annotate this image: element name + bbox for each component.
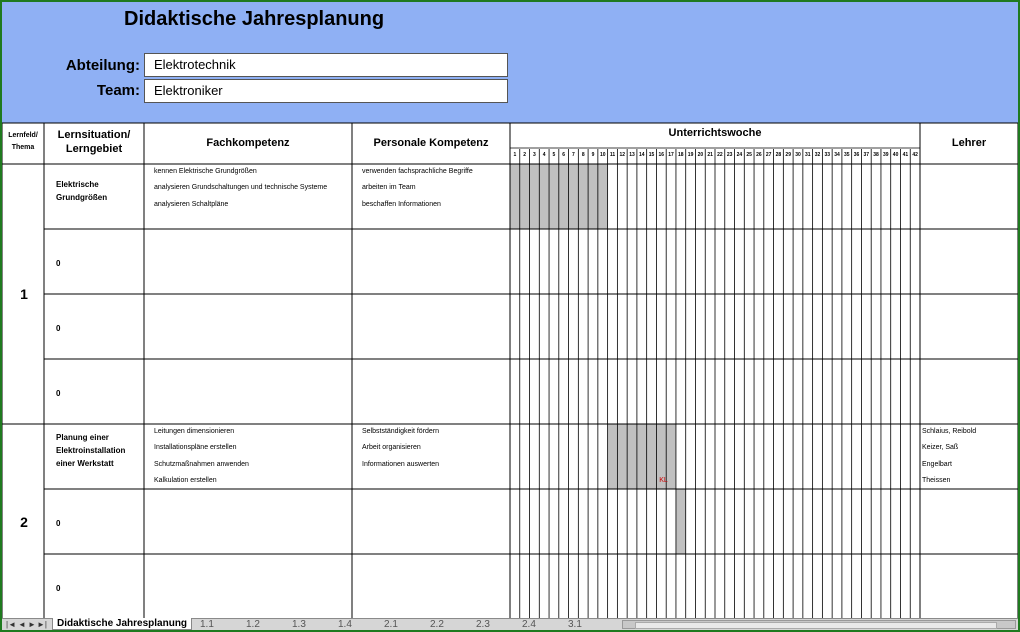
abteilung-field[interactable]: Elektrotechnik [144,53,508,77]
header-unterrichtswoche: Unterrichtswoche [668,127,762,139]
week-number: 31 [804,152,811,158]
week-number: 4 [542,152,546,158]
personale-kompetenz-item: Selbstständigkeit fördern [362,428,440,435]
week-number: 29 [785,152,791,158]
week-number: 38 [873,152,879,158]
personale-kompetenz-item: Arbeit organisieren [362,444,421,452]
fachkompetenz-item: kennen Elektrische Grundgrößen [154,168,257,175]
fachkompetenz-item: Leitungen dimensionieren [154,428,235,435]
week-number: 8 [581,152,585,158]
header-lernfeld-line1: Lernfeld/ [8,132,38,139]
lernsituation-text: Elektrische [56,179,99,189]
sheet-tab-2-1[interactable]: 2.1 [384,619,398,630]
week-number: 35 [843,152,850,158]
shaded-week-cell [569,164,579,229]
personale-kompetenz-item: beschaffen Informationen [362,200,441,208]
week-number: 16 [658,152,665,158]
shaded-week-cell [608,424,618,489]
shaded-week-cell [520,164,530,229]
shaded-week-cell [530,164,540,229]
personale-kompetenz-item: verwenden fachsprachliche Begriffe [362,168,473,175]
week-number: 18 [678,152,684,158]
week-number: 24 [736,152,743,158]
fachkompetenz-item: Kalkulation erstellen [154,476,217,484]
week-number: 23 [726,152,733,158]
week-number: 41 [902,152,909,158]
sheet-tab-1-1[interactable]: 1.1 [200,619,214,630]
lehrer-name: Schlaius, Reibold [922,428,977,435]
shaded-week-cell [637,424,647,489]
sheet-tab-bar [2,618,1018,631]
lehrer-name: Keizer, Saß [922,444,959,452]
sheet-tab-1-3[interactable]: 1.3 [292,619,306,630]
week-number: 21 [707,152,713,158]
shaded-week-cell [617,424,627,489]
sheet-tab-3-1[interactable]: 3.1 [568,619,582,630]
shaded-week-cell [588,164,598,229]
week-number: 36 [853,152,860,158]
shaded-week-cell [559,164,569,229]
shaded-week-cell [549,164,559,229]
sheet-tab-1-4[interactable]: 1.4 [338,619,352,630]
header-lernsituation [44,128,144,156]
last-sheet-button[interactable]: ►| [37,620,47,629]
week-number: 20 [697,152,704,158]
week-number: 5 [552,152,556,158]
lernsituation-text: Planung einer [56,433,109,442]
scrollbar-thumb[interactable] [635,622,997,629]
week-number: 42 [912,152,918,158]
week-number: 32 [814,152,821,158]
shaded-week-cell [539,164,549,229]
week-number: 10 [599,152,606,158]
header-fachkompetenz: Fachkompetenz [206,137,290,149]
next-sheet-button[interactable]: ► [28,620,36,629]
header-lehrer: Lehrer [951,137,987,149]
week-number: 19 [687,152,694,158]
week-number: 2 [523,152,527,158]
sheet-tab-1-2[interactable]: 1.2 [246,619,260,630]
lehrer-name: Theissen [922,476,951,484]
personale-kompetenz-item: arbeiten im Team [362,184,416,192]
week-number: 12 [619,152,626,158]
lernsituation-text: Elektroinstallation [56,446,126,455]
week-number: 26 [756,152,762,158]
lernsituation-text: 0 [56,259,61,268]
fachkompetenz-item: Schutzmaßnahmen anwenden [154,460,249,468]
lernsituation-text: 0 [56,519,61,528]
header-lernfeld [2,130,44,154]
week-number: 1 [513,152,517,158]
lernsituation-text: 0 [56,389,61,398]
lernsituation-text: 0 [56,584,61,593]
personale-kompetenz-item: Informationen auswerten [362,460,440,468]
shaded-week-cell [627,424,637,489]
fachkompetenz-item: analysieren Schaltpläne [154,200,229,208]
lernsituation-text: Grundgrößen [56,192,108,202]
sheet-tab-2-3[interactable]: 2.3 [476,619,490,630]
klausur-mark: KL [659,477,668,484]
week-number: 40 [892,152,899,158]
lernfeld-number: 1 [20,286,28,302]
week-number: 39 [883,152,889,158]
header-lernsituation-line1: Lernsituation/ [57,129,131,141]
week-number: 11 [609,152,616,158]
first-sheet-button[interactable]: |◄ [6,620,16,629]
sheet-tab-2-4[interactable]: 2.4 [522,619,536,630]
week-number: 34 [834,152,840,158]
lernsituation-text: 0 [56,324,61,333]
week-number: 22 [717,152,723,158]
week-number: 9 [591,152,595,158]
header-lernsituation-line2: Lerngebiet [65,143,123,155]
week-number: 28 [775,152,782,158]
week-number: 13 [629,152,635,158]
shaded-week-cell [578,164,588,229]
shaded-week-cell [647,424,657,489]
shaded-week-cell [598,164,608,229]
week-number: 37 [863,152,870,158]
week-number: 25 [746,152,752,158]
lehrer-name: Engelbart [922,460,952,468]
week-number: 15 [648,152,655,158]
week-number: 14 [638,152,645,158]
lernfeld-number: 2 [20,513,28,530]
week-number: 27 [765,152,772,158]
lernsituation-text: einer Werkstatt [56,459,114,468]
fachkompetenz-item: analysieren Grundschaltungen und technische Systeme [154,184,328,192]
team-label: Team: [96,82,140,99]
sheet-tab-active[interactable]: Didaktische Jahresplanung [52,618,192,630]
sheet-tab-2-2[interactable]: 2.2 [430,619,444,630]
page-title: Didaktische Jahresplanung [124,8,385,30]
shaded-week-cell [510,164,520,229]
week-number: 17 [668,152,674,158]
fachkompetenz-item: Installationspläne erstellen [154,444,237,452]
week-number: 7 [572,152,575,158]
week-number: 3 [533,152,536,158]
team-field[interactable]: Elektroniker [144,79,508,103]
planning-grid [2,2,1018,630]
week-number: 30 [795,152,801,158]
week-number: 33 [824,152,831,158]
abteilung-label: Abteilung: [65,57,140,74]
header-personale-kompetenz: Personale Kompetenz [373,137,489,149]
prev-sheet-button[interactable]: ◄ [18,620,26,629]
horizontal-scrollbar[interactable] [622,620,1016,629]
shaded-week-cell [676,489,686,554]
week-number: 6 [562,152,566,158]
header-lernfeld-line2: Thema [11,144,35,151]
